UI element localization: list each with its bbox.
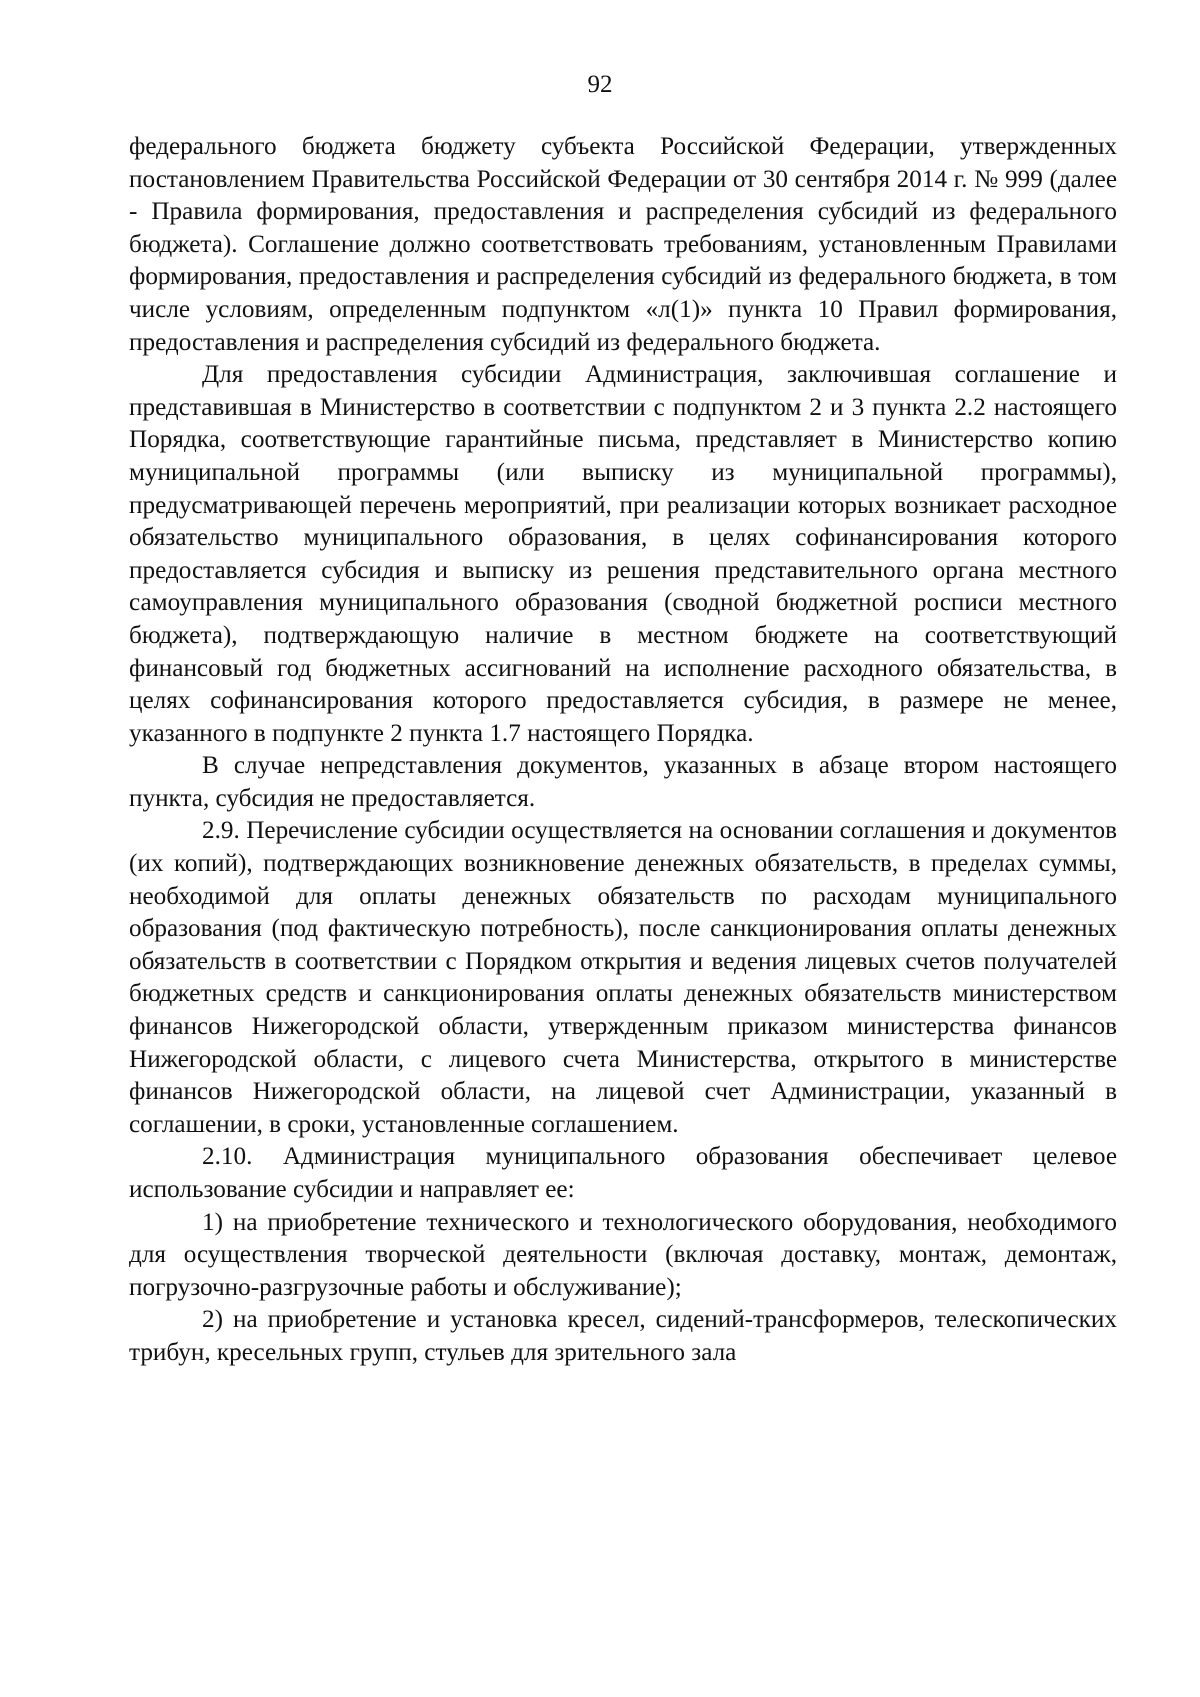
document-body: [129, 131, 1117, 1370]
list-item: 1) на приобретение технического и технологического оборудования, необходимого для осуществления творческой деятельности (включая доставку, монтаж, демонтаж, погрузочно-разгрузочные работы и обслуживание);: [129, 1208, 1117, 1301]
list-item: 2) на приобретение и установка кресел, сидений-трансформеров, телескопических трибун, кресельных групп, стульев для зрительного зала: [129, 1306, 1117, 1366]
page-number: 92: [587, 71, 613, 98]
paragraph: федерального бюджета бюджету субъекта Российской Федерации, утвержденных постановлением Правительства Российской Федерации от 30 сентября 2014 г. № 999 (далее - Правила формирования, предоставления и распределения субсидий из федерального бюджета). Соглашение должно соответствовать требованиям, установленным Правилами формирования, предоставления и распределения субсидий из федерального бюджета, в том числе условиям, определенным подпунктом «л(1)» пункта 10 Правил формирования, предоставления и распределения субсидий из федерального бюджета.: [129, 133, 1117, 356]
paragraph-section-2-9: 2.9. Перечисление субсидии осуществляется на основании соглашения и документов (их копий), подтверждающих возникновение денежных обязательств, в пределах суммы, необходимой для оплаты денежных обязательств по расходам муниципального образования (под фактическую потребность), после санкционирования оплаты денежных обязательств в соответствии с Порядком открытия и ведения лицевых счетов получателей бюджетных средств и санкционирования оплаты денежных обязательств министерством финансов Нижегородской области, утвержденным приказом министерства финансов Нижегородской области, с лицевого счета Министерства, открытого в министерстве финансов Нижегородской области, на лицевой счет Администрации, указанный в соглашении, в сроки, установленные соглашением.: [129, 817, 1117, 1138]
paragraph: Для предоставления субсидии Администрация, заключившая соглашение и представившая в Министерство в соответствии с подпунктом 2 и 3 пункта 2.2 настоящего Порядка, соответствующие гарантийные письма, представляет в Министерство копию муниципальной программы (или выписку из муниципальной программы), предусматривающей перечень мероприятий, при реализации которых возникает расходное обязательство муниципального образования, в целях софинансирования которого предоставляется субсидия и выписку из решения представительного органа местного самоуправления муниципального образования (сводной бюджетной росписи местного бюджета), подтверждающую наличие в местном бюджете на соответствующий финансовый год бюджетных ассигнований на исполнение расходного обязательства, в целях софинансирования которого предоставляется субсидия, в размере не менее, указанного в подпункте 2 пункта 1.7 настоящего Порядка.: [129, 361, 1117, 747]
paragraph-section-2-10: 2.10. Администрация муниципального образования обеспечивает целевое использование субсидии и направляет ее:: [129, 1143, 1117, 1203]
paragraph: В случае непредставления документов, указанных в абзаце втором настоящего пункта, субсидия не предоставляется.: [129, 752, 1117, 812]
